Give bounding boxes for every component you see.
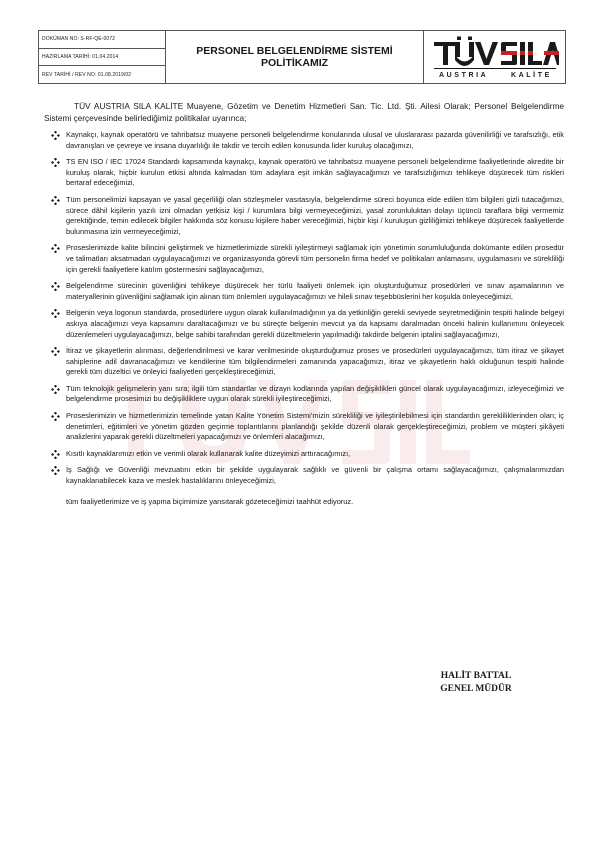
policy-item	[44, 449, 564, 460]
policy-closing: tüm faaliyetlerimize ve iş yapma biçimimize yansıtarak gözeteceğimizi taahhüt ediyoruz.	[66, 496, 354, 506]
policy-item	[44, 308, 564, 340]
policy-item	[44, 384, 564, 405]
diamond-bullet-icon	[44, 449, 66, 460]
policy-item-text: İş Sağlığı ve Güvenliği mevzuatını etkin bir şekilde uygulayarak sağlıklı ve güvenli bir çalışma ortamı sağlayacağımızı, çalışmalarımızdan kaynaklanabilecek kaza ve meslek hastalıklarını önleyeceğimizi,	[66, 465, 564, 486]
signature-block	[400, 670, 552, 696]
policy-item	[44, 157, 564, 189]
policy-item-text: Belgelendirme sürecinin güvenliğini tehlikeye düşürecek her türlü faaliyeti önlemek için oluşturduğumuz prosedürleri ve sınav aşamalarının ve materyallerinin güvenliğini sağlamak için alınan tüm önlemleri uygulayacağımızı ve hileli sınav teşebbüslerini her koşulda önleyeceğimizi,	[66, 281, 564, 301]
preparation-date: HAZIRLAMA TARİHİ: 01.04.2014	[39, 49, 165, 67]
policy-item	[44, 195, 564, 237]
policy-item	[44, 411, 564, 443]
policy-intro: TÜV AUSTRIA SILA KALİTE Muayene, Gözetim ve Denetim Hizmetleri San. Tic. Ltd. Şti. Ailesi Olarak; Personel Belgelendirme Sistemi çerçevesinde belirlediğimiz politikalar uyarınca;	[44, 101, 564, 123]
diamond-bullet-icon	[44, 308, 66, 340]
logo-tagline-austria: AUSTRIA	[438, 72, 488, 79]
document-header	[38, 30, 566, 84]
diamond-bullet-icon	[44, 195, 66, 237]
policy-item	[44, 281, 564, 302]
policy-item-text: Tüm teknolojik gelişmelerin yanı sıra; ilgili tüm standartlar ve dizayn kodlarında yapılan değişiklikleri güncel olarak uygulayacağımızı, izleyeceğimizi ve belgelendirme prosesimizi bu değişikliklere uygun olarak sürekli iyileştireceğimizi,	[66, 383, 564, 404]
diamond-bullet-icon	[44, 281, 66, 302]
document-title	[166, 31, 424, 83]
policy-item	[44, 243, 564, 275]
tuv-sila-logo-mark	[431, 35, 559, 79]
diamond-bullet-icon	[44, 243, 66, 275]
policy-item-text: Belgenin veya logonun standarda, prosedürlere uygun olarak kullanılmadığının ya da yetkinliğin gerekli seviyede seyretmediğinin tespiti halinde belgeyi askıya alacağımızı veya kapsamını daraltacağımızı ve bu süreçte belgenin mevcut ya da kapsamı daralmadan önceki halinin kullanımını önleyecek düzenlemeleri uygulayacağımızı, belge sahibi tarafından gerekli düzeltmelerin yapılmadığı takdirde belgenin iptalini sağlayacağımızı,	[66, 308, 564, 339]
document-number: DOKÜMAN NO: S-RF-QE-0072	[39, 31, 165, 49]
title-line-1: PERSONEL BELGELENDİRME SİSTEMİ	[196, 44, 393, 57]
diamond-bullet-icon	[44, 411, 66, 443]
policy-item-text: İtiraz ve şikayetlerin alınması, değerlendirilmesi ve karar verilmesinde oluşturduğumuz proses ve prosedürleri uygulayacağımızı, tüm itiraz ve şikayet sahiplerine adil davranacağımızı ve kendilerine tüm bilgilendirmeleri zamanında yapacağımızı, itiraz ve şikayetlerin haklı olduğunun tespiti halinde gerekli tüm düzeltici ve önleyici faaliyetleri gerçekleştireceğimizi,	[66, 346, 564, 377]
policy-item-text: Proseslerimizin ve hizmetlerimizin temelinde yatan Kalite Yönetim Sistemi’mizin sürekliliği ve iyileştirilebilmesi için standardın gerekliliklerinden olan; iç denetimleri, eğitimleri ve yönetim gözden geçirme toplantılarını planlandığı şekilde düzenli olarak gerçekleştireceğimizi, problem ve müşteri şikâyeti analizlerini yaparak gerekli düzeltmeleri yapacağımızı ve önlemleri alacağımızı,	[66, 411, 564, 442]
signatory-title: GENEL MÜDÜR	[440, 684, 512, 694]
title-line-2: POLİTİKAMIZ	[260, 57, 329, 69]
document-meta	[39, 31, 166, 83]
policy-content	[44, 100, 564, 507]
policy-item-text: Kısıtlı kaynaklarımızı etkin ve verimli olarak kullanarak kalite düzeyimizi arttıracağımızı,	[66, 448, 351, 458]
diamond-bullet-icon	[44, 157, 66, 189]
revision-info: REV TARİHİ / REV NO: 01.08.2019/02	[42, 71, 132, 78]
logo-tagline-kalite: KALİTE	[510, 72, 552, 79]
signatory-name: HALİT BATTAL	[440, 671, 512, 681]
policy-item-text: TS EN ISO / IEC 17024 Standardı kapsamında kaynakçı, kaynak operatörü ve tahribatsız muayene personeli belgelendirme faaliyetlerinde akredite bir kuruluş olarak, hiçbir kurulun etkisi altında kalmadan tüm adaylara eşit imkân sağlayacağımızı ve tarafsızlığımızı tehlikeye düşürecek tüm riskleri bertaraf edeceğimizi,	[66, 157, 564, 188]
diamond-bullet-icon	[44, 384, 66, 405]
diamond-bullet-icon	[44, 130, 66, 151]
diamond-bullet-icon	[44, 346, 66, 378]
policy-item-text: Kaynakçı, kaynak operatörü ve tahribatsız muayene personeli belgelendirme konularında ulusal ve uluslararası pazarda güvenilirliği ve tarafsızlığı, etik davranışları ve çevreye ve insana duyarlılığı ile takdir ve tercih edilen konusunda lider kuruluş olacağımızı,	[66, 130, 564, 150]
policy-item-text: Tüm personelimizi kapsayan ve yasal geçerliliği olan sözleşmeler vasıtasıyla, belgelendirme süreci boyunca elde edilen tüm bilgileri gizli tutacağımızı, sürece dâhil kişilerin yazılı izni olmadan yetkisiz kişi / kurumlara bilgi vermeyeceğimizi, yasal zorunluluktan dolayı üçüncü taraflara bilgi vermemiz gerektiğinde, temin edilecek bilgiler hakkında söz konusu kişilere haber vereceğimizi, hiçbir kişi / kuruluşun gizliliğimizi tehlikeye düşürecek faaliyetlerde bulunmasına izin vermeyeceğimizi,	[66, 194, 564, 236]
diamond-bullet-icon	[44, 465, 66, 486]
policy-item	[44, 346, 564, 378]
tuv-sila-logo	[424, 31, 565, 83]
policy-item	[44, 465, 564, 486]
policy-item	[44, 130, 564, 151]
policy-item-text: Proseslerimizde kalite bilincini geliştirmek ve hizmetlerimizde sürekli iyileştirmeyi sağlamak için yönetimin sorumluluğunda dokümante edilen prosedür ve talimatları aksatmadan uygulayacağımızı ve organizasyonda görevli tüm personelin firma hedef ve politikaları anlamasını, uygulamasını ve sürekliliği için gerekli faaliyetlere katılım göstermesini sağlayacağımızı,	[66, 243, 564, 274]
